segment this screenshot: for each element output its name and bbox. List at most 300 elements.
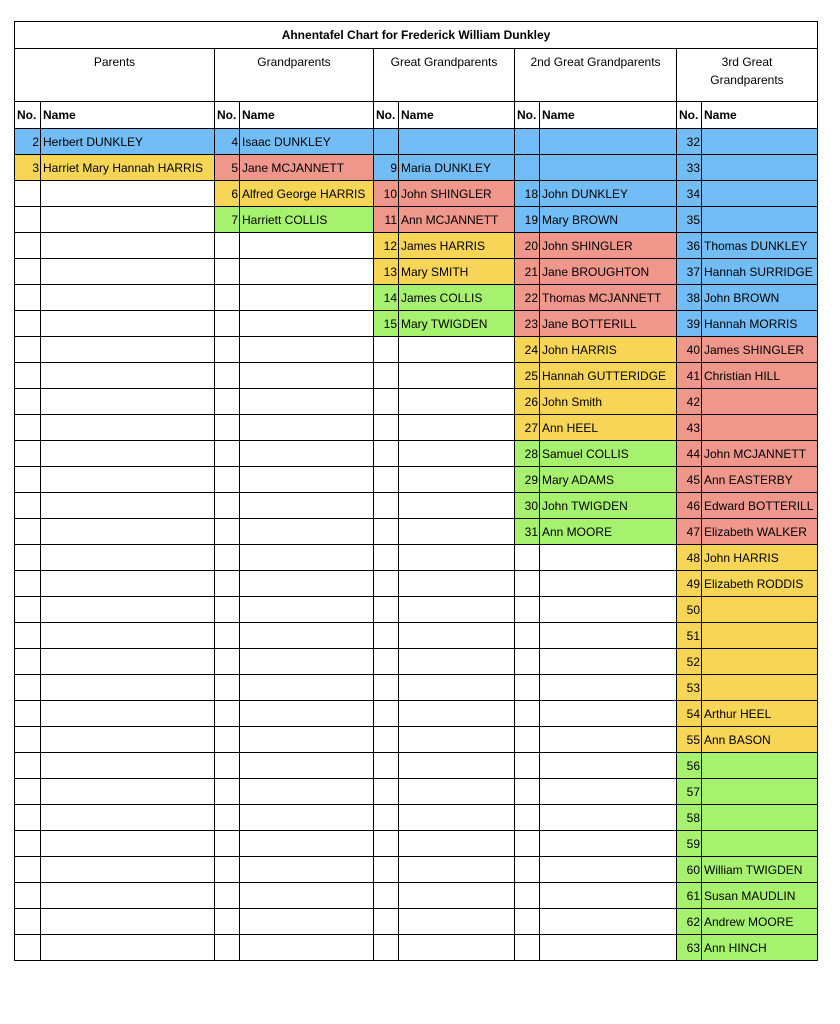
- ancestor-number: 50: [677, 597, 702, 623]
- empty-cell: [215, 831, 240, 857]
- col-header-no: No.: [374, 102, 399, 129]
- empty-cell: [540, 909, 677, 935]
- ancestor-number: 41: [677, 363, 702, 389]
- ancestor-number: 20: [515, 233, 540, 259]
- table-row: [15, 467, 818, 493]
- empty-cell: [15, 935, 41, 961]
- ancestor-number: 11: [374, 207, 399, 233]
- empty-cell: [540, 623, 677, 649]
- empty-cell: [240, 701, 374, 727]
- empty-cell: [41, 337, 215, 363]
- empty-cell: [399, 805, 515, 831]
- ancestor-name: Thomas MCJANNETT: [540, 285, 677, 311]
- col-header-no: No.: [677, 102, 702, 129]
- ancestor-name: Elizabeth RODDIS: [702, 571, 818, 597]
- empty-cell: [41, 441, 215, 467]
- empty-cell: [374, 857, 399, 883]
- empty-cell: [540, 805, 677, 831]
- table-row: [15, 753, 818, 779]
- empty-cell: [215, 311, 240, 337]
- ancestor-number: 60: [677, 857, 702, 883]
- empty-cell: [240, 415, 374, 441]
- table-row: [15, 831, 818, 857]
- empty-cell: [540, 727, 677, 753]
- empty-cell: [399, 571, 515, 597]
- ancestor-name: [702, 207, 818, 233]
- ancestor-number: 39: [677, 311, 702, 337]
- empty-cell: [515, 649, 540, 675]
- empty-cell: [15, 571, 41, 597]
- empty-cell: [41, 311, 215, 337]
- empty-cell: [41, 285, 215, 311]
- ancestor-number: 24: [515, 337, 540, 363]
- empty-cell: [240, 389, 374, 415]
- ancestor-name: Harriet Mary Hannah HARRIS: [41, 155, 215, 181]
- empty-cell: [215, 233, 240, 259]
- ancestor-name: Ann BASON: [702, 727, 818, 753]
- table-row: [15, 311, 818, 337]
- ancestor-name: [702, 181, 818, 207]
- table-row: [15, 727, 818, 753]
- empty-cell: [41, 727, 215, 753]
- empty-cell: [215, 337, 240, 363]
- ancestor-name: Arthur HEEL: [702, 701, 818, 727]
- empty-cell: [399, 623, 515, 649]
- empty-cell: [15, 649, 41, 675]
- ancestor-number: 4: [215, 129, 240, 155]
- empty-cell: [374, 519, 399, 545]
- empty-cell: [15, 337, 41, 363]
- table-row: [15, 233, 818, 259]
- empty-cell: [240, 571, 374, 597]
- ancestor-name: [702, 675, 818, 701]
- empty-cell: [215, 909, 240, 935]
- empty-cell: [41, 857, 215, 883]
- ancestor-number: 14: [374, 285, 399, 311]
- table-row: [15, 441, 818, 467]
- ancestor-name: Edward BOTTERILL: [702, 493, 818, 519]
- empty-cell: [399, 363, 515, 389]
- ancestor-number: 2: [15, 129, 41, 155]
- empty-cell: [215, 493, 240, 519]
- empty-cell: [15, 623, 41, 649]
- empty-cell: [374, 701, 399, 727]
- empty-cell: [41, 571, 215, 597]
- empty-cell: [41, 545, 215, 571]
- empty-cell: [240, 259, 374, 285]
- empty-cell: [515, 935, 540, 961]
- ancestor-name: Christian HILL: [702, 363, 818, 389]
- empty-cell: [15, 441, 41, 467]
- empty-cell: [15, 805, 41, 831]
- ancestor-name: Ann EASTERBY: [702, 467, 818, 493]
- empty-cell: [374, 909, 399, 935]
- empty-cell: [540, 753, 677, 779]
- ancestor-number: 34: [677, 181, 702, 207]
- empty-cell: [399, 753, 515, 779]
- ancestor-name: Hannah GUTTERIDGE: [540, 363, 677, 389]
- empty-cell: [41, 935, 215, 961]
- empty-cell: [41, 389, 215, 415]
- empty-cell: [515, 701, 540, 727]
- empty-cell: [374, 727, 399, 753]
- empty-cell: [41, 753, 215, 779]
- empty-cell: [15, 259, 41, 285]
- ancestor-name: Mary SMITH: [399, 259, 515, 285]
- empty-cell: [374, 623, 399, 649]
- ancestor-name: [399, 129, 515, 155]
- ancestor-number: [515, 155, 540, 181]
- empty-cell: [41, 207, 215, 233]
- empty-cell: [15, 233, 41, 259]
- ancestor-number: 9: [374, 155, 399, 181]
- empty-cell: [215, 727, 240, 753]
- empty-cell: [399, 467, 515, 493]
- empty-cell: [374, 467, 399, 493]
- empty-cell: [399, 545, 515, 571]
- empty-cell: [374, 805, 399, 831]
- col-header-name: Name: [240, 102, 374, 129]
- ancestor-name: James SHINGLER: [702, 337, 818, 363]
- empty-cell: [215, 701, 240, 727]
- empty-cell: [240, 363, 374, 389]
- table-row: [15, 805, 818, 831]
- ancestor-number: 30: [515, 493, 540, 519]
- empty-cell: [240, 467, 374, 493]
- empty-cell: [374, 337, 399, 363]
- empty-cell: [215, 259, 240, 285]
- empty-cell: [240, 831, 374, 857]
- ancestor-name: Hannah MORRIS: [702, 311, 818, 337]
- generation-header-grandparents: Grandparents: [215, 49, 374, 102]
- ancestor-number: 59: [677, 831, 702, 857]
- col-header-name: Name: [41, 102, 215, 129]
- empty-cell: [374, 883, 399, 909]
- table-row: [15, 129, 818, 155]
- empty-cell: [374, 675, 399, 701]
- ancestor-name: Thomas DUNKLEY: [702, 233, 818, 259]
- table-row: [15, 909, 818, 935]
- empty-cell: [215, 363, 240, 389]
- empty-cell: [540, 701, 677, 727]
- empty-cell: [374, 389, 399, 415]
- ancestor-name: [702, 415, 818, 441]
- table-row: [15, 285, 818, 311]
- generation-header-great-grandparents: Great Grandparents: [374, 49, 515, 102]
- ancestor-name: Jane MCJANNETT: [240, 155, 374, 181]
- empty-cell: [374, 363, 399, 389]
- empty-cell: [240, 753, 374, 779]
- ancestor-number: 5: [215, 155, 240, 181]
- ancestor-name: Andrew MOORE: [702, 909, 818, 935]
- empty-cell: [515, 831, 540, 857]
- ancestor-number: 37: [677, 259, 702, 285]
- ancestor-number: 7: [215, 207, 240, 233]
- empty-cell: [215, 623, 240, 649]
- ancestor-name: John HARRIS: [540, 337, 677, 363]
- empty-cell: [15, 285, 41, 311]
- ancestor-number: 23: [515, 311, 540, 337]
- ancestor-name: [702, 753, 818, 779]
- empty-cell: [399, 831, 515, 857]
- ancestor-number: 61: [677, 883, 702, 909]
- empty-cell: [399, 519, 515, 545]
- ancestor-number: 40: [677, 337, 702, 363]
- ancestor-name: Mary TWIGDEN: [399, 311, 515, 337]
- ancestor-name: Ann MOORE: [540, 519, 677, 545]
- empty-cell: [41, 259, 215, 285]
- empty-cell: [240, 909, 374, 935]
- empty-cell: [240, 493, 374, 519]
- table-row: [15, 181, 818, 207]
- empty-cell: [515, 623, 540, 649]
- empty-cell: [240, 545, 374, 571]
- empty-cell: [399, 649, 515, 675]
- empty-cell: [399, 675, 515, 701]
- empty-cell: [240, 623, 374, 649]
- empty-cell: [41, 623, 215, 649]
- ancestor-name: Ann MCJANNETT: [399, 207, 515, 233]
- ancestor-number: 15: [374, 311, 399, 337]
- empty-cell: [240, 857, 374, 883]
- ancestor-number: 58: [677, 805, 702, 831]
- empty-cell: [374, 441, 399, 467]
- table-row: [15, 519, 818, 545]
- table-row: [15, 649, 818, 675]
- empty-cell: [515, 779, 540, 805]
- ancestor-number: 35: [677, 207, 702, 233]
- ancestor-number: 33: [677, 155, 702, 181]
- empty-cell: [215, 467, 240, 493]
- empty-cell: [15, 545, 41, 571]
- ancestor-number: 28: [515, 441, 540, 467]
- ancestor-number: 12: [374, 233, 399, 259]
- ancestor-number: 46: [677, 493, 702, 519]
- empty-cell: [240, 675, 374, 701]
- ancestor-number: 47: [677, 519, 702, 545]
- ancestor-name: [702, 805, 818, 831]
- empty-cell: [399, 493, 515, 519]
- empty-cell: [240, 779, 374, 805]
- empty-cell: [240, 883, 374, 909]
- ancestor-name: Susan MAUDLIN: [702, 883, 818, 909]
- ancestor-name: [702, 649, 818, 675]
- empty-cell: [374, 545, 399, 571]
- ancestor-number: 42: [677, 389, 702, 415]
- table-row: [15, 857, 818, 883]
- ancestor-number: 54: [677, 701, 702, 727]
- empty-cell: [215, 519, 240, 545]
- empty-cell: [215, 753, 240, 779]
- table-row: [15, 597, 818, 623]
- empty-cell: [240, 935, 374, 961]
- ancestor-name: [702, 623, 818, 649]
- empty-cell: [15, 831, 41, 857]
- ancestor-number: 32: [677, 129, 702, 155]
- ancestor-number: 55: [677, 727, 702, 753]
- ancestor-name: Herbert DUNKLEY: [41, 129, 215, 155]
- ancestor-number: [374, 129, 399, 155]
- empty-cell: [374, 935, 399, 961]
- empty-cell: [515, 597, 540, 623]
- empty-cell: [240, 597, 374, 623]
- chart-title: Ahnentafel Chart for Frederick William Dunkley: [15, 22, 818, 49]
- empty-cell: [41, 831, 215, 857]
- ancestor-number: 21: [515, 259, 540, 285]
- ancestor-name: [702, 129, 818, 155]
- ancestor-number: 44: [677, 441, 702, 467]
- empty-cell: [540, 779, 677, 805]
- empty-cell: [41, 181, 215, 207]
- empty-cell: [240, 727, 374, 753]
- ancestor-number: 45: [677, 467, 702, 493]
- empty-cell: [41, 701, 215, 727]
- ancestor-number: 52: [677, 649, 702, 675]
- empty-cell: [540, 649, 677, 675]
- ancestor-name: Ann HEEL: [540, 415, 677, 441]
- empty-cell: [374, 779, 399, 805]
- ancestor-name: [540, 129, 677, 155]
- chart-body: [15, 129, 818, 961]
- table-row: [15, 623, 818, 649]
- ancestor-name: Samuel COLLIS: [540, 441, 677, 467]
- col-header-name: Name: [399, 102, 515, 129]
- empty-cell: [15, 519, 41, 545]
- empty-cell: [15, 415, 41, 441]
- ancestor-number: 36: [677, 233, 702, 259]
- empty-cell: [41, 779, 215, 805]
- empty-cell: [15, 493, 41, 519]
- ancestor-name: Alfred George HARRIS: [240, 181, 374, 207]
- empty-cell: [215, 779, 240, 805]
- empty-cell: [399, 597, 515, 623]
- ancestor-name: James COLLIS: [399, 285, 515, 311]
- ancestor-name: [702, 597, 818, 623]
- empty-cell: [399, 727, 515, 753]
- ancestor-number: 53: [677, 675, 702, 701]
- ancestor-name: Ann HINCH: [702, 935, 818, 961]
- ancestor-number: 13: [374, 259, 399, 285]
- empty-cell: [240, 233, 374, 259]
- empty-cell: [399, 337, 515, 363]
- ancestor-name: [702, 831, 818, 857]
- ancestor-number: [515, 129, 540, 155]
- empty-cell: [240, 337, 374, 363]
- ancestor-number: 43: [677, 415, 702, 441]
- table-row: [15, 571, 818, 597]
- ancestor-number: 63: [677, 935, 702, 961]
- empty-cell: [515, 675, 540, 701]
- empty-cell: [41, 519, 215, 545]
- empty-cell: [240, 649, 374, 675]
- empty-cell: [41, 363, 215, 389]
- ancestor-name: Isaac DUNKLEY: [240, 129, 374, 155]
- ancestor-number: 18: [515, 181, 540, 207]
- table-row: [15, 493, 818, 519]
- ancestor-name: Mary ADAMS: [540, 467, 677, 493]
- generation-header-2nd-great-grandparents: 2nd Great Grandparents: [515, 49, 677, 102]
- empty-cell: [215, 649, 240, 675]
- empty-cell: [41, 649, 215, 675]
- ancestor-name: John SHINGLER: [399, 181, 515, 207]
- table-row: [15, 155, 818, 181]
- empty-cell: [399, 415, 515, 441]
- ancestor-name: Elizabeth WALKER: [702, 519, 818, 545]
- ancestor-number: 10: [374, 181, 399, 207]
- ancestor-number: 26: [515, 389, 540, 415]
- empty-cell: [399, 701, 515, 727]
- table-row: [15, 779, 818, 805]
- empty-cell: [215, 805, 240, 831]
- empty-cell: [515, 571, 540, 597]
- ancestor-number: 6: [215, 181, 240, 207]
- ancestor-name: Maria DUNKLEY: [399, 155, 515, 181]
- empty-cell: [540, 831, 677, 857]
- empty-cell: [41, 597, 215, 623]
- col-header-no: No.: [215, 102, 240, 129]
- empty-cell: [41, 883, 215, 909]
- empty-cell: [215, 389, 240, 415]
- empty-cell: [515, 857, 540, 883]
- ancestor-name: John BROWN: [702, 285, 818, 311]
- generation-header-parents: Parents: [15, 49, 215, 102]
- empty-cell: [41, 233, 215, 259]
- empty-cell: [41, 467, 215, 493]
- empty-cell: [515, 545, 540, 571]
- empty-cell: [540, 545, 677, 571]
- empty-cell: [41, 675, 215, 701]
- table-row: [15, 337, 818, 363]
- empty-cell: [15, 779, 41, 805]
- empty-cell: [15, 181, 41, 207]
- ancestor-name: [702, 779, 818, 805]
- empty-cell: [15, 753, 41, 779]
- ancestor-name: Jane BROUGHTON: [540, 259, 677, 285]
- empty-cell: [540, 883, 677, 909]
- ancestor-name: Hannah SURRIDGE: [702, 259, 818, 285]
- ancestor-number: 29: [515, 467, 540, 493]
- empty-cell: [215, 571, 240, 597]
- empty-cell: [215, 675, 240, 701]
- empty-cell: [540, 675, 677, 701]
- empty-cell: [15, 363, 41, 389]
- ancestor-name: William TWIGDEN: [702, 857, 818, 883]
- ancestor-number: 57: [677, 779, 702, 805]
- empty-cell: [240, 441, 374, 467]
- ancestor-name: John HARRIS: [702, 545, 818, 571]
- ancestor-name: Mary BROWN: [540, 207, 677, 233]
- empty-cell: [515, 909, 540, 935]
- empty-cell: [540, 935, 677, 961]
- table-row: [15, 207, 818, 233]
- empty-cell: [15, 311, 41, 337]
- ancestor-number: 27: [515, 415, 540, 441]
- empty-cell: [215, 285, 240, 311]
- empty-cell: [515, 805, 540, 831]
- empty-cell: [240, 311, 374, 337]
- empty-cell: [215, 545, 240, 571]
- empty-cell: [399, 857, 515, 883]
- empty-cell: [215, 857, 240, 883]
- empty-cell: [374, 493, 399, 519]
- ancestor-name: John DUNKLEY: [540, 181, 677, 207]
- empty-cell: [240, 519, 374, 545]
- ancestor-number: 51: [677, 623, 702, 649]
- ancestor-number: 31: [515, 519, 540, 545]
- empty-cell: [240, 805, 374, 831]
- empty-cell: [399, 441, 515, 467]
- ancestor-name: John Smith: [540, 389, 677, 415]
